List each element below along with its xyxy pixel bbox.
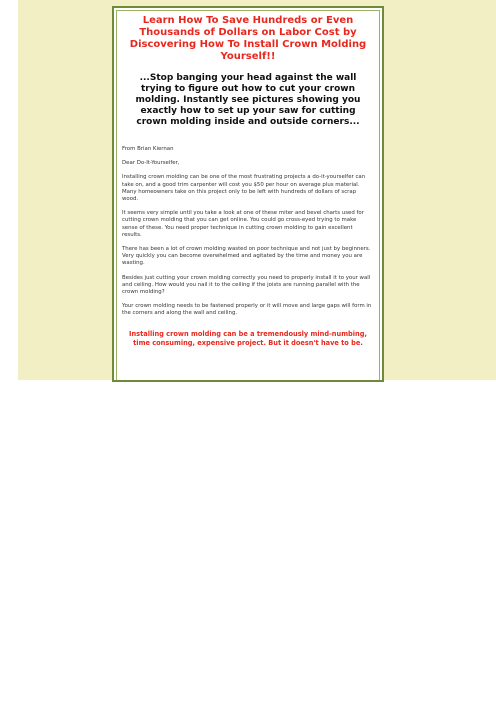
letter-body	[122, 146, 372, 318]
from-line: From Brian Kiernan	[122, 146, 174, 152]
paragraph: There has been a lot of crown molding wasted on poor technique and not just by beginners. Very quickly you can become overwhelmed and agitated by the time and money you are wasting.	[122, 246, 371, 267]
paragraph: Besides just cutting your crown molding correctly you need to properly install it to your wall and ceiling. How would you nail it to the ceiling if the joists are running parallel with the crown molding?	[122, 274, 371, 296]
salutation: Dear Do-It-Yourselfer,	[122, 160, 180, 167]
subheadline: ...Stop banging your head against the wall trying to figure out how to cut your crown molding. Instantly see pictures showing you exactly how to set up your saw for cutting crown molding inside and outside corners...	[135, 73, 361, 127]
paragraph: Your crown molding needs to be fastened properly or it will move and large gaps will form in the corners and along the wall and ceiling.	[122, 303, 372, 317]
headline: Learn How To Save Hundreds or Even Thousands of Dollars on Labor Cost by Discovering How To Install Crown Molding Yourself!!	[129, 15, 367, 62]
sales-letter-box	[112, 6, 384, 382]
paragraph: It seems very simple until you take a look at one of these miter and bevel charts used for cutting crown molding that you can get online. You could go cross-eyed trying to make sense of these. You need proper technique in cutting crown molding to gain excellent results.	[122, 210, 364, 238]
callout: Installing crown molding can be a tremendously mind-numbing, time consuming, expensive project. But it doesn't have to be.	[129, 329, 367, 347]
paragraph: Installing crown molding can be one of the most frustrating projects a do-it-yourselfer can take on, and a good trim carpenter will cost you $50 per hour on average plus material. Many homeowners take on this project only to be left with hundreds of dollars of scrap wood.	[122, 174, 366, 203]
